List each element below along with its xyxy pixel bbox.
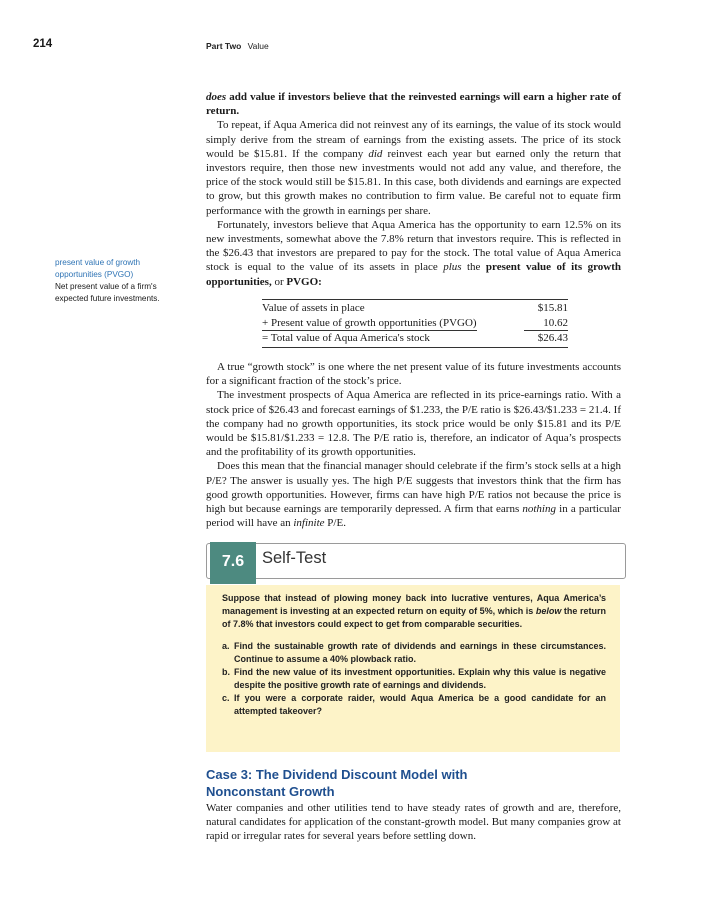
list-item	[222, 666, 606, 692]
p1-b: reinvest each year but earned only the return that investors require, then those new investments would not add any value, and therefore, the price of the stock would still be $15.81. In this case, both dividends and earnings are expected to grow, but this growth makes no contribution to firm value. Be careful not to equate firm performance with the growth in earnings per share.	[206, 147, 622, 217]
list-item	[222, 640, 606, 666]
p5-a: Does this mean that the financial manager should celebrate if the firm’s stock sells at a high P/E? The answer is usually yes. The high P/E suggests that investors think that the firm has good growth opportunities. However, firms can have high P/E ratios not because the price is high but because earnings are temporarily depressed. A firm that earns	[206, 460, 621, 516]
margin-note	[55, 257, 173, 305]
row-value: $26.43	[537, 332, 568, 344]
p1-did: did	[368, 147, 383, 160]
self-test-list	[222, 640, 606, 718]
intro-paragraph	[206, 90, 621, 118]
intro-italic: does	[206, 91, 227, 103]
st-intro-below: below	[535, 606, 562, 616]
row-label: = Total value of Aqua America's stock	[262, 332, 430, 344]
paragraph-2	[206, 218, 621, 289]
p2-a: Fortunately, investors believe that Aqua America has the opportunity to earn 12.5% on its new investments, somewhat above the 7.8% return that investors require. This is reflected in the $26.43 that investors are prepared to pay for the stock. The total value of Aqua America stock is equal to the value of its assets in place	[206, 218, 621, 274]
running-header	[206, 41, 269, 51]
intro-bold: add value if investors believe that the reinvested earnings will earn a higher rate of return.	[206, 91, 621, 118]
margin-note-definition: Net present value of a firm's expected future investments.	[55, 282, 160, 303]
table-row	[262, 316, 568, 331]
table-top-rule	[262, 299, 568, 300]
item-label: a.	[222, 641, 230, 651]
table-row	[262, 301, 568, 316]
item-label: c.	[222, 693, 230, 703]
p2-plus: plus	[443, 261, 462, 274]
item-text: If you were a corporate raider, would Aqua America be a good candidate for an attempted takeover?	[234, 693, 606, 716]
case-3-body	[206, 801, 621, 844]
self-test-text	[222, 592, 606, 718]
p2-b: the	[461, 261, 486, 274]
item-text: Find the new value of its investment opportunities. Explain why this value is negative despite the positive growth rate of earnings and dividends.	[234, 667, 606, 690]
paragraph-5	[206, 459, 621, 530]
list-item	[222, 692, 606, 718]
table-bottom-rule	[262, 347, 568, 348]
page-number: 214	[33, 38, 53, 50]
st-intro-a: Suppose that instead of plowing money back into lucrative ventures, Aqua America’s management is investing at an expected return on equity of 5%, which is	[222, 593, 606, 616]
self-test-title: Self-Test	[262, 549, 327, 567]
row-value: 10.62	[524, 316, 568, 331]
paragraph-1	[206, 118, 621, 217]
p5-b: in a particular period will have an	[206, 503, 621, 530]
self-test-question	[222, 592, 606, 631]
self-test-number: 7.6	[210, 542, 256, 584]
running-header-section: Value	[247, 41, 269, 51]
self-test-body	[206, 585, 620, 752]
body-text-middle	[206, 360, 621, 530]
item-label: b.	[222, 667, 230, 677]
margin-note-term: present value of growth opportunities (PVGO)	[55, 258, 141, 279]
p5-c: P/E.	[324, 517, 346, 530]
row-value: $15.81	[537, 302, 568, 314]
p2-pvgo: PVGO:	[286, 275, 322, 288]
p5-nothing: nothing	[522, 503, 556, 516]
case-3-heading: Case 3: The Dividend Discount Model with Nonconstant Growth	[206, 767, 468, 799]
st-intro-b: the return of 7.8% that investors could expect to get from comparable securities.	[222, 606, 606, 629]
row-label: Value of assets in place	[262, 302, 365, 314]
paragraph-4: The investment prospects of Aqua America are reflected in its price-earnings ratio. With a stock price of $26.43 and forecast earnings of $1.233, the P/E ratio is $26.43/$1.233 = 21.4. If the company had no growth opportunities, its stock price would be only $15.81 and its P/E would be $15.81/$1.233 = 12.8. The P/E ratio is, therefore, an indicator of Aqua’s prospects and the profitability of its growth opportunities.	[206, 389, 621, 459]
p2-c: or	[271, 275, 287, 288]
pvgo-table	[262, 298, 568, 349]
self-test-box	[206, 543, 626, 752]
table-row	[262, 331, 568, 346]
p1-a: To repeat, if Aqua America did not reinvest any of its earnings, the value of its stock would simply derive from the stream of earnings from the existing assets. The price of its stock would be $15.81. If the company	[206, 119, 621, 160]
row-label: + Present value of growth opportunities (PVGO)	[262, 317, 477, 329]
p2-bold: present value of its growth opportunities,	[206, 261, 621, 288]
paragraph-3: A true “growth stock” is one where the net present value of its future investments accounts for a significant fraction of the stock’s price.	[206, 361, 621, 388]
body-text-top	[206, 90, 621, 289]
case-3-paragraph: Water companies and other utilities tend to have steady rates of growth and are, therefore, natural candidates for application of the constant-growth model. But many companies grow at rapid or irregular rates for several years before settling down.	[206, 802, 621, 843]
running-header-part: Part Two	[206, 41, 242, 51]
item-text: Find the sustainable growth rate of dividends and earnings in these circumstances. Continue to assume a 40% plowback ratio.	[234, 641, 606, 664]
p5-infinite: infinite	[293, 517, 325, 530]
